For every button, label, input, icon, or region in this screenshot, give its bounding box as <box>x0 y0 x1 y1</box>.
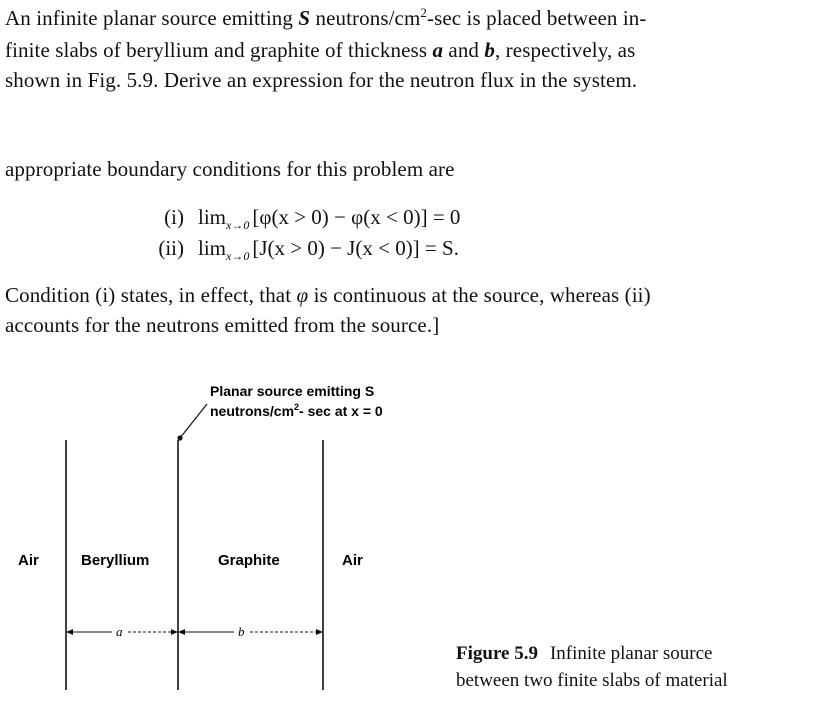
source-leader-line <box>180 404 207 438</box>
caption-line-2: between two finite slabs of material <box>456 670 728 691</box>
condition-number: (ii) <box>158 236 184 260</box>
caption-text-1: Infinite planar source <box>549 643 713 664</box>
source-label-sup: 2 <box>294 402 300 412</box>
text-span: Condition (i) states, in effect, that <box>5 283 297 307</box>
superscript: 2 <box>420 5 427 20</box>
region-graphite: Graphite <box>218 552 280 569</box>
source-label-tail: - sec at x = 0 <box>299 403 383 419</box>
text-span: and <box>443 38 485 62</box>
condition-i <box>140 205 461 233</box>
region-air-left: Air <box>18 552 39 569</box>
dim-b-arrow-right <box>316 629 323 635</box>
explanation-line-1 <box>5 283 651 308</box>
explanation-line-2: accounts for the neutrons emitted from the source.] <box>5 313 440 337</box>
text-span: is continuous at the source, whereas (ii) <box>308 283 651 307</box>
source-label-line-1: Planar source emitting S <box>210 383 375 399</box>
phi-symbol: φ <box>296 283 309 307</box>
dim-b-arrow-left <box>178 629 185 635</box>
condition-ii <box>140 236 459 264</box>
lim-subscript: x→0 <box>226 218 250 233</box>
source-label-units: neutrons/cm <box>210 403 295 419</box>
condition-number: (i) <box>164 205 184 229</box>
region-beryllium: Beryllium <box>81 552 150 569</box>
condition-expression: [J(x > 0) − J(x < 0)] = S. <box>252 236 459 260</box>
problem-line-2 <box>5 38 635 63</box>
text-span: finite slabs of beryllium and graphite of thickness <box>5 38 433 62</box>
dim-b-label: b <box>238 624 245 639</box>
dim-a-label: a <box>116 624 123 639</box>
dim-a-arrow-left <box>66 629 73 635</box>
problem-line-3: shown in Fig. 5.9. Derive an expression for the neutron flux in the system. <box>5 68 638 92</box>
caption-line-1 <box>456 640 728 667</box>
figure-caption <box>456 640 728 694</box>
text-span: , respectively, as <box>494 38 636 62</box>
condition-expression: [φ(x > 0) − φ(x < 0)] = 0 <box>252 205 461 229</box>
lim-subscript: x→0 <box>226 249 250 264</box>
region-air-right: Air <box>342 552 363 569</box>
text-span: neutrons/cm <box>310 6 421 30</box>
thickness-a-symbol: a <box>432 38 444 62</box>
lim-text: lim <box>198 236 227 260</box>
caption-figure-number: Figure 5.9 <box>456 643 538 664</box>
source-strength-symbol: S <box>298 6 311 30</box>
problem-line-1 <box>5 6 647 31</box>
lim-text: lim <box>198 205 227 229</box>
source-leader-dot <box>177 435 182 440</box>
bc-intro: appropriate boundary conditions for this problem are <box>5 157 455 181</box>
source-label-line-2 <box>210 402 383 419</box>
text-span: An infinite planar source emitting <box>5 6 299 30</box>
dim-a-arrow-right <box>171 629 178 635</box>
text-span: -sec is placed between in- <box>427 6 647 30</box>
thickness-b-symbol: b <box>484 38 495 62</box>
